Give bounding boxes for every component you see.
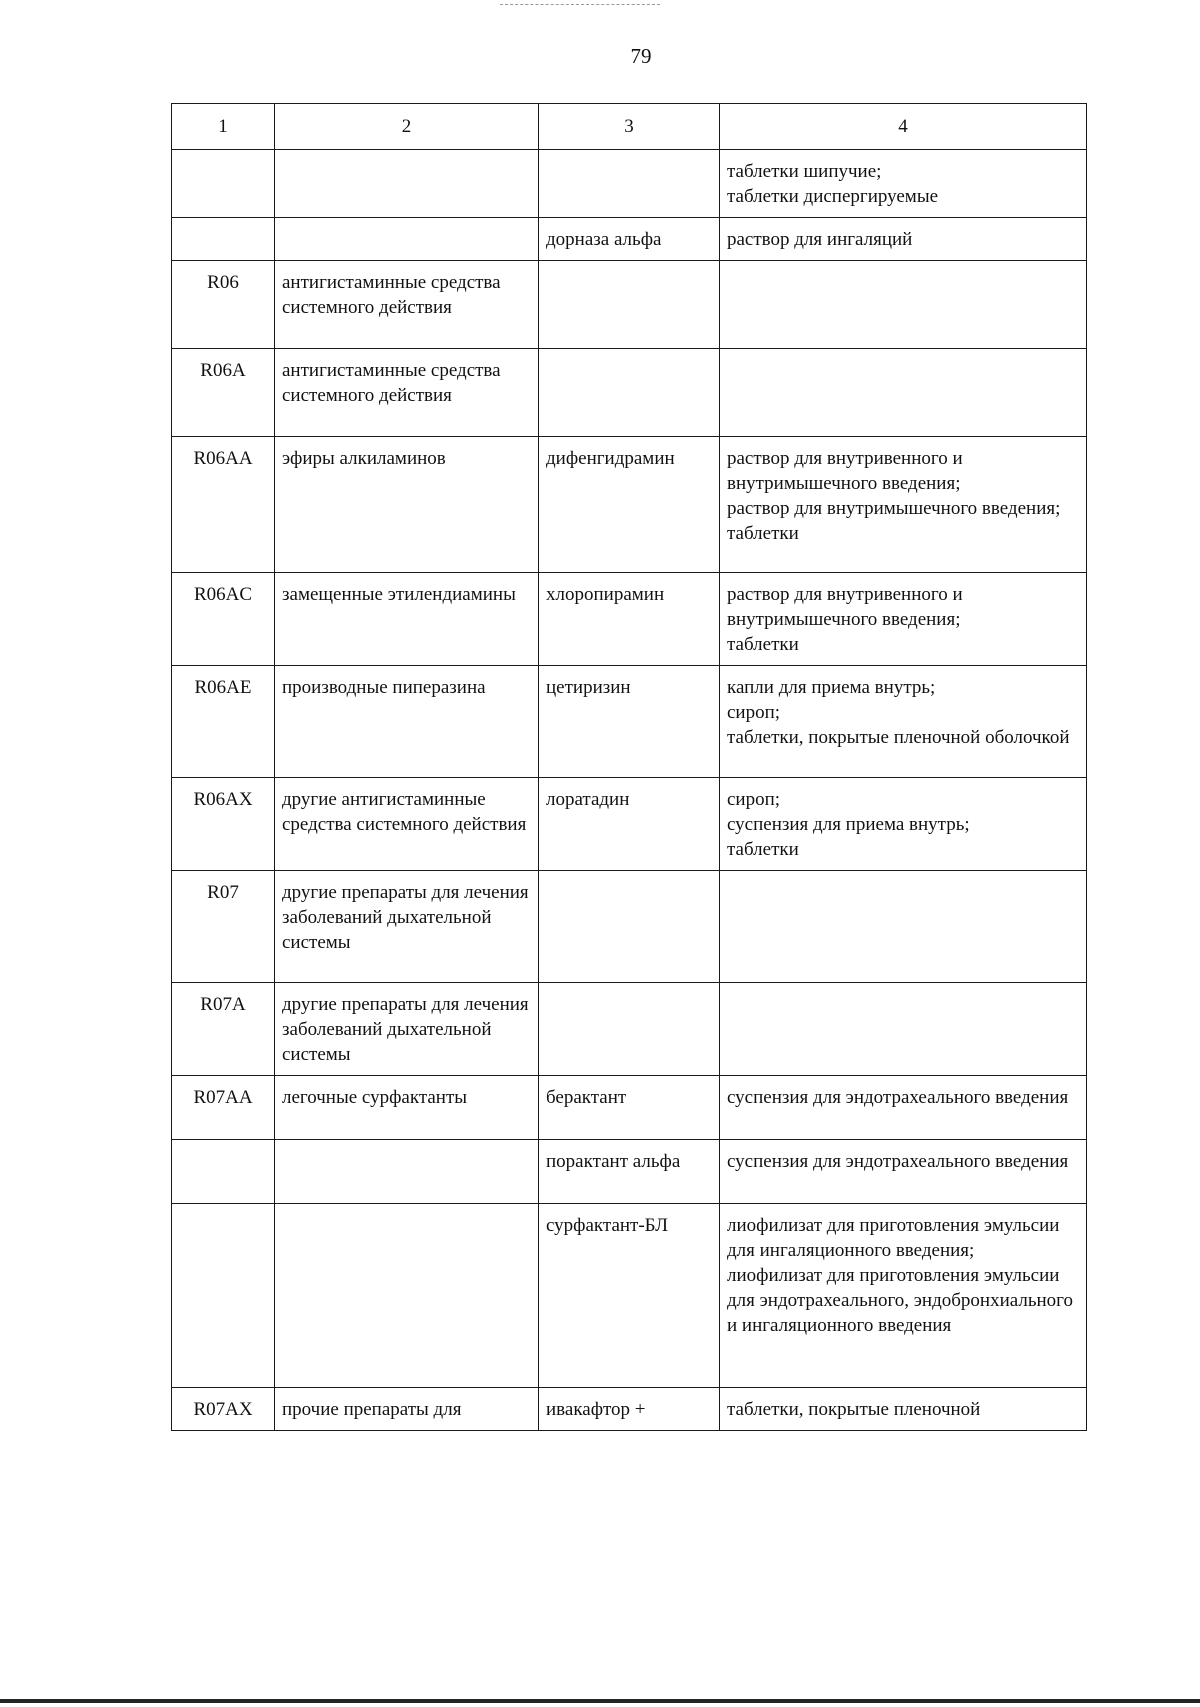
- medicinal-product-cell: ивакафтор +: [539, 1388, 720, 1431]
- dosage-forms-cell: [720, 573, 1087, 666]
- dosage-form-line: суспензия для приема внутрь;: [727, 814, 970, 835]
- dosage-form-line: суспензия для эндотрахеального введения: [727, 1151, 1069, 1172]
- atc-code-cell: [172, 218, 275, 261]
- dosage-forms-cell: [720, 150, 1087, 218]
- medicinal-product-cell: [539, 983, 720, 1076]
- dosage-form-line: таблетки шипучие;: [727, 161, 882, 182]
- table-row: [172, 437, 1087, 573]
- dosage-form-line: суспензия для эндотрахеального введения: [727, 1087, 1069, 1108]
- atc-code-cell: R07: [172, 871, 275, 983]
- medicinal-product-cell: сурфактант-БЛ: [539, 1204, 720, 1388]
- dosage-forms-cell: [720, 437, 1087, 573]
- table-row: [172, 983, 1087, 1076]
- table-row: [172, 573, 1087, 666]
- column-header: 3: [539, 104, 720, 150]
- atc-code-cell: [172, 1140, 275, 1204]
- table-row: [172, 261, 1087, 349]
- anatomical-therapeutic-group-cell: прочие препараты для: [275, 1388, 539, 1431]
- dosage-form-line: раствор для ингаляций: [727, 229, 913, 250]
- atc-code-cell: R06AX: [172, 778, 275, 871]
- medicinal-product-cell: цетиризин: [539, 666, 720, 778]
- dosage-form-line: таблетки, покрытые пленочной: [727, 1399, 981, 1420]
- column-header: 4: [720, 104, 1087, 150]
- dosage-forms-cell: [720, 1388, 1087, 1431]
- scan-artifact-top: [500, 4, 660, 5]
- dosage-forms-cell: [720, 349, 1087, 437]
- atc-code-cell: R06AC: [172, 573, 275, 666]
- table-row: [172, 666, 1087, 778]
- medicinal-product-cell: порактант альфа: [539, 1140, 720, 1204]
- table-header-row: [172, 104, 1087, 150]
- medicinal-product-cell: [539, 349, 720, 437]
- dosage-form-line: лиофилизат для приготовления эмульсии для ингаляционного введения;: [727, 1215, 1060, 1261]
- medicinal-product-cell: [539, 150, 720, 218]
- medicinal-product-cell: [539, 871, 720, 983]
- atc-code-cell: [172, 1204, 275, 1388]
- medicinal-product-cell: [539, 261, 720, 349]
- dosage-form-line: таблетки, покрытые пленочной оболочкой: [727, 727, 1070, 748]
- anatomical-therapeutic-group-cell: производные пиперазина: [275, 666, 539, 778]
- page-bottom-rule: [0, 1699, 1200, 1703]
- medicinal-product-cell: берактант: [539, 1076, 720, 1140]
- anatomical-therapeutic-group-cell: другие препараты для лечения заболеваний дыхательной системы: [275, 871, 539, 983]
- atc-code-cell: R07A: [172, 983, 275, 1076]
- dosage-form-line: сироп;: [727, 789, 781, 810]
- dosage-form-line: раствор для внутривенного и внутримышечного введения;: [727, 448, 963, 494]
- anatomical-therapeutic-group-cell: замещенные этилендиамины: [275, 573, 539, 666]
- anatomical-therapeutic-group-cell: [275, 150, 539, 218]
- medicinal-product-cell: дифенгидрамин: [539, 437, 720, 573]
- table-row: [172, 349, 1087, 437]
- dosage-form-line: сироп;: [727, 702, 781, 723]
- table-row: [172, 778, 1087, 871]
- table-row: [172, 871, 1087, 983]
- atc-code-cell: R06A: [172, 349, 275, 437]
- table-row: [172, 1204, 1087, 1388]
- dosage-forms-cell: [720, 666, 1087, 778]
- medicinal-product-cell: лоратадин: [539, 778, 720, 871]
- atc-code-cell: R06: [172, 261, 275, 349]
- table-row: [172, 150, 1087, 218]
- atc-code-cell: R07AX: [172, 1388, 275, 1431]
- drug-table: [171, 103, 1087, 1431]
- column-header: 2: [275, 104, 539, 150]
- dosage-form-line: раствор для внутривенного и внутримышечного введения;: [727, 584, 963, 630]
- dosage-forms-cell: [720, 983, 1087, 1076]
- dosage-form-line: таблетки: [727, 523, 799, 544]
- anatomical-therapeutic-group-cell: [275, 1140, 539, 1204]
- dosage-form-line: капли для приема внутрь;: [727, 677, 936, 698]
- atc-code-cell: R07AA: [172, 1076, 275, 1140]
- atc-code-cell: R06AA: [172, 437, 275, 573]
- table-row: [172, 1388, 1087, 1431]
- dosage-form-line: таблетки: [727, 839, 799, 860]
- dosage-form-line: таблетки: [727, 634, 799, 655]
- anatomical-therapeutic-group-cell: эфиры алкиламинов: [275, 437, 539, 573]
- dosage-form-line: таблетки диспергируемые: [727, 186, 939, 207]
- atc-code-cell: [172, 150, 275, 218]
- anatomical-therapeutic-group-cell: [275, 1204, 539, 1388]
- dosage-forms-cell: [720, 1076, 1087, 1140]
- anatomical-therapeutic-group-cell: [275, 218, 539, 261]
- medicinal-product-cell: дорназа альфа: [539, 218, 720, 261]
- anatomical-therapeutic-group-cell: антигистаминные средства системного действия: [275, 261, 539, 349]
- anatomical-therapeutic-group-cell: другие антигистаминные средства системного действия: [275, 778, 539, 871]
- dosage-forms-cell: [720, 778, 1087, 871]
- anatomical-therapeutic-group-cell: другие препараты для лечения заболеваний дыхательной системы: [275, 983, 539, 1076]
- dosage-form-line: лиофилизат для приготовления эмульсии для эндотрахеального, эндобронхиального и ингаляционного введения: [727, 1265, 1073, 1336]
- dosage-forms-cell: [720, 1204, 1087, 1388]
- atc-code-cell: R06AE: [172, 666, 275, 778]
- table-row: [172, 218, 1087, 261]
- medicinal-product-cell: хлоропирамин: [539, 573, 720, 666]
- dosage-forms-cell: [720, 261, 1087, 349]
- page-number: 79: [630, 44, 652, 68]
- dosage-form-line: раствор для внутримышечного введения;: [727, 498, 1061, 519]
- table-row: [172, 1140, 1087, 1204]
- dosage-forms-cell: [720, 218, 1087, 261]
- dosage-forms-cell: [720, 871, 1087, 983]
- table-row: [172, 1076, 1087, 1140]
- anatomical-therapeutic-group-cell: легочные сурфактанты: [275, 1076, 539, 1140]
- table-body: [172, 150, 1087, 1431]
- anatomical-therapeutic-group-cell: антигистаминные средства системного действия: [275, 349, 539, 437]
- dosage-forms-cell: [720, 1140, 1087, 1204]
- column-header: 1: [172, 104, 275, 150]
